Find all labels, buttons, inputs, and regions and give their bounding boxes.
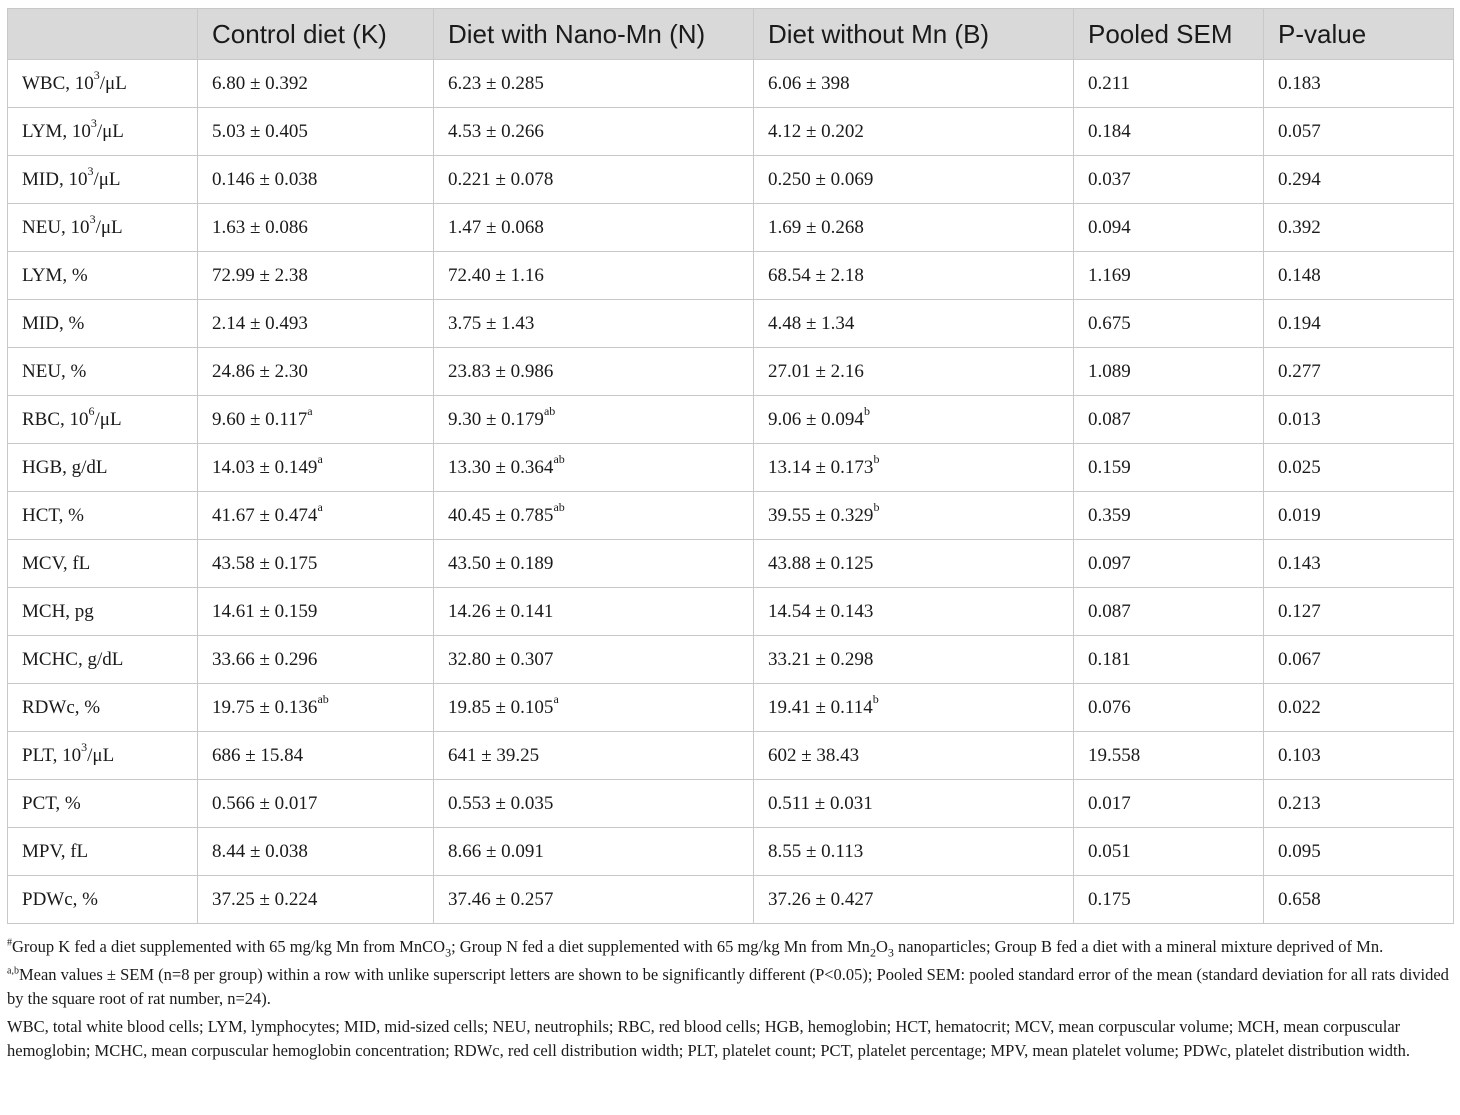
- data-table-container: [7, 8, 1453, 924]
- cell-control-diet: 41.67 ± 0.474$^a$: [198, 492, 434, 540]
- significance-superscript: a: [307, 404, 313, 419]
- row-parameter-label: MCV, fL: [8, 540, 198, 588]
- row-parameter-label: PLT, $10^3/\mu L$: [8, 732, 198, 780]
- cell-p-value: 0.277: [1264, 348, 1454, 396]
- row-parameter-label: LYM, $10^3/\mu L$: [8, 108, 198, 156]
- table-row: [8, 540, 1454, 588]
- cell-pooled-sem: 0.037: [1074, 156, 1264, 204]
- cell-nano-mn-diet: 1.47 ± 0.068: [434, 204, 754, 252]
- row-parameter-label: MCH, pg: [8, 588, 198, 636]
- cell-control-diet: 0.566 ± 0.017: [198, 780, 434, 828]
- significance-superscript: a: [553, 692, 559, 707]
- cell-control-diet: 43.58 ± 0.175: [198, 540, 434, 588]
- cell-control-diet: 19.75 ± 0.136$^{ab}$: [198, 684, 434, 732]
- significance-superscript: b: [872, 692, 879, 707]
- table-row: [8, 828, 1454, 876]
- table-row: [8, 876, 1454, 924]
- footnote-marker-ab: a,b: [7, 965, 19, 977]
- table-row: [8, 300, 1454, 348]
- cell-p-value: 0.103: [1264, 732, 1454, 780]
- cell-p-value: 0.025: [1264, 444, 1454, 492]
- cell-pooled-sem: 0.051: [1074, 828, 1264, 876]
- cell-nano-mn-diet: 32.80 ± 0.307: [434, 636, 754, 684]
- significance-superscript: b: [873, 452, 880, 467]
- cell-p-value: 0.067: [1264, 636, 1454, 684]
- row-parameter-label: WBC, $10^3/\mu L$: [8, 60, 198, 108]
- header-no-mn-diet: Diet without Mn (B): [754, 9, 1074, 60]
- cell-pooled-sem: 19.558: [1074, 732, 1264, 780]
- hematology-table: [7, 8, 1454, 924]
- row-parameter-label: PCT, %: [8, 780, 198, 828]
- significance-superscript: b: [873, 500, 880, 515]
- cell-control-diet: 14.61 ± 0.159: [198, 588, 434, 636]
- cell-p-value: 0.392: [1264, 204, 1454, 252]
- cell-nano-mn-diet: 23.83 ± 0.986: [434, 348, 754, 396]
- cell-nano-mn-diet: 9.30 ± 0.179$^{ab}$: [434, 396, 754, 444]
- cell-pooled-sem: 1.089: [1074, 348, 1264, 396]
- table-row: [8, 636, 1454, 684]
- cell-control-diet: 72.99 ± 2.38: [198, 252, 434, 300]
- cell-pooled-sem: 0.359: [1074, 492, 1264, 540]
- cell-nano-mn-diet: 6.23 ± 0.285: [434, 60, 754, 108]
- table-row: [8, 684, 1454, 732]
- cell-pooled-sem: 0.076: [1074, 684, 1264, 732]
- cell-p-value: 0.148: [1264, 252, 1454, 300]
- table-body: [8, 60, 1454, 924]
- row-parameter-label: HCT, %: [8, 492, 198, 540]
- table-row: [8, 780, 1454, 828]
- cell-pooled-sem: 0.211: [1074, 60, 1264, 108]
- footnote-groups: #Group K fed a diet supplemented with 65 mg/kg Mn from MnCO$_3$; Group N fed a diet supplemented with 65 mg/kg Mn from $Mn_2O_3$ nanoparticles; Group B fed a diet with a mineral mixture deprived of Mn.: [7, 937, 1384, 960]
- header-row: [8, 9, 1454, 60]
- row-parameter-label: LYM, %: [8, 252, 198, 300]
- cell-no-mn-diet: 4.48 ± 1.34: [754, 300, 1074, 348]
- table-row: [8, 732, 1454, 780]
- row-parameter-label: MCHC, g/dL: [8, 636, 198, 684]
- cell-pooled-sem: 0.675: [1074, 300, 1264, 348]
- cell-no-mn-diet: 8.55 ± 0.113: [754, 828, 1074, 876]
- cell-nano-mn-diet: 0.221 ± 0.078: [434, 156, 754, 204]
- cell-nano-mn-diet: 4.53 ± 0.266: [434, 108, 754, 156]
- cell-pooled-sem: 0.087: [1074, 396, 1264, 444]
- significance-superscript: ab: [543, 404, 556, 419]
- cell-control-diet: 14.03 ± 0.149$^a$: [198, 444, 434, 492]
- cell-control-diet: 1.63 ± 0.086: [198, 204, 434, 252]
- cell-nano-mn-diet: 8.66 ± 0.091: [434, 828, 754, 876]
- cell-p-value: 0.127: [1264, 588, 1454, 636]
- cell-pooled-sem: 0.097: [1074, 540, 1264, 588]
- cell-control-diet: 9.60 ± 0.117$^a$: [198, 396, 434, 444]
- cell-no-mn-diet: 0.511 ± 0.031: [754, 780, 1074, 828]
- cell-no-mn-diet: 0.250 ± 0.069: [754, 156, 1074, 204]
- cell-no-mn-diet: 6.06 ± 398: [754, 60, 1074, 108]
- row-parameter-label: PDWc, %: [8, 876, 198, 924]
- cell-nano-mn-diet: 43.50 ± 0.189: [434, 540, 754, 588]
- cell-no-mn-diet: 602 ± 38.43: [754, 732, 1074, 780]
- cell-nano-mn-diet: 40.45 ± 0.785$^{ab}$: [434, 492, 754, 540]
- footnote-marker-hash: #: [7, 937, 12, 949]
- cell-pooled-sem: 0.175: [1074, 876, 1264, 924]
- significance-superscript: ab: [553, 500, 565, 515]
- table-row: [8, 108, 1454, 156]
- header-control-diet: Control diet (K): [198, 9, 434, 60]
- cell-pooled-sem: 0.184: [1074, 108, 1264, 156]
- row-parameter-label: NEU, %: [8, 348, 198, 396]
- cell-pooled-sem: 0.017: [1074, 780, 1264, 828]
- cell-no-mn-diet: 37.26 ± 0.427: [754, 876, 1074, 924]
- cell-no-mn-diet: 1.69 ± 0.268: [754, 204, 1074, 252]
- cell-p-value: 0.143: [1264, 540, 1454, 588]
- cell-pooled-sem: 1.169: [1074, 252, 1264, 300]
- cell-no-mn-diet: 19.41 ± 0.114$^b$: [754, 684, 1074, 732]
- row-parameter-label: RDWc, %: [8, 684, 198, 732]
- cell-nano-mn-diet: 14.26 ± 0.141: [434, 588, 754, 636]
- table-row: [8, 252, 1454, 300]
- header-p-value: P-value: [1264, 9, 1454, 60]
- cell-pooled-sem: 0.087: [1074, 588, 1264, 636]
- header-parameter: [8, 9, 198, 60]
- cell-control-diet: 24.86 ± 2.30: [198, 348, 434, 396]
- cell-control-diet: 2.14 ± 0.493: [198, 300, 434, 348]
- significance-superscript: ab: [317, 692, 329, 707]
- cell-no-mn-diet: 33.21 ± 0.298: [754, 636, 1074, 684]
- table-row: [8, 444, 1454, 492]
- cell-control-diet: 5.03 ± 0.405: [198, 108, 434, 156]
- cell-p-value: 0.019: [1264, 492, 1454, 540]
- cell-pooled-sem: 0.094: [1074, 204, 1264, 252]
- cell-no-mn-diet: 27.01 ± 2.16: [754, 348, 1074, 396]
- cell-p-value: 0.022: [1264, 684, 1454, 732]
- cell-pooled-sem: 0.181: [1074, 636, 1264, 684]
- cell-no-mn-diet: 43.88 ± 0.125: [754, 540, 1074, 588]
- row-parameter-label: MPV, fL: [8, 828, 198, 876]
- cell-control-diet: 0.146 ± 0.038: [198, 156, 434, 204]
- row-parameter-label: MID, %: [8, 300, 198, 348]
- footnote-abbreviations: WBC, total white blood cells; LYM, lymphocytes; MID, mid-sized cells; NEU, neutrophils; RBC, red blood cells; HGB, hemoglobin; HCT, hematocrit; MCV, mean corpuscular volume; MCH, mean corpuscular hemoglobin; MCHC, mean corpuscular hemoglobin concentration; RDWc, red cell distribution width; PLT, platelet count; PCT, platelet percentage; MPV, mean platelet volume; PDWc, platelet distribution width.: [7, 1017, 1410, 1060]
- cell-nano-mn-diet: 0.553 ± 0.035: [434, 780, 754, 828]
- cell-p-value: 0.013: [1264, 396, 1454, 444]
- cell-no-mn-diet: 68.54 ± 2.18: [754, 252, 1074, 300]
- cell-nano-mn-diet: 37.46 ± 0.257: [434, 876, 754, 924]
- table-row: [8, 204, 1454, 252]
- footnote-statistics: $^{a,b}$Mean values ± SEM (n=8 per group) within a row with unlike superscript letters are shown to be significantly different (P<0.05); Pooled SEM: pooled standard error of the mean (standard deviation for all rats divided by the square root of rat number, n=24).: [7, 965, 1449, 1008]
- table-row: [8, 60, 1454, 108]
- significance-superscript: a: [317, 452, 323, 467]
- cell-nano-mn-diet: 13.30 ± 0.364$^{ab}$: [434, 444, 754, 492]
- cell-no-mn-diet: 13.14 ± 0.173$^b$: [754, 444, 1074, 492]
- row-parameter-label: NEU, $10^3/\mu L$: [8, 204, 198, 252]
- table-row: [8, 348, 1454, 396]
- cell-pooled-sem: 0.159: [1074, 444, 1264, 492]
- cell-p-value: 0.095: [1264, 828, 1454, 876]
- significance-superscript: ab: [553, 452, 565, 467]
- cell-control-diet: 37.25 ± 0.224: [198, 876, 434, 924]
- cell-p-value: 0.658: [1264, 876, 1454, 924]
- significance-superscript: a: [317, 500, 323, 515]
- table-row: [8, 396, 1454, 444]
- table-row: [8, 156, 1454, 204]
- cell-no-mn-diet: 4.12 ± 0.202: [754, 108, 1074, 156]
- cell-nano-mn-diet: 19.85 ± 0.105$^a$: [434, 684, 754, 732]
- cell-p-value: 0.183: [1264, 60, 1454, 108]
- cell-no-mn-diet: 9.06 ± 0.094$^b$: [754, 396, 1074, 444]
- table-row: [8, 492, 1454, 540]
- row-parameter-label: RBC, $10^6/\mu L$: [8, 396, 198, 444]
- cell-control-diet: 6.80 ± 0.392: [198, 60, 434, 108]
- cell-control-diet: 8.44 ± 0.038: [198, 828, 434, 876]
- cell-nano-mn-diet: 641 ± 39.25: [434, 732, 754, 780]
- row-parameter-label: HGB, g/dL: [8, 444, 198, 492]
- row-parameter-label: MID, $10^3/\mu L$: [8, 156, 198, 204]
- table-footnotes: [7, 935, 1453, 1067]
- cell-p-value: 0.057: [1264, 108, 1454, 156]
- header-pooled-sem: Pooled SEM: [1074, 9, 1264, 60]
- cell-control-diet: 686 ± 15.84: [198, 732, 434, 780]
- cell-nano-mn-diet: 3.75 ± 1.43: [434, 300, 754, 348]
- cell-p-value: 0.194: [1264, 300, 1454, 348]
- cell-control-diet: 33.66 ± 0.296: [198, 636, 434, 684]
- cell-p-value: 0.213: [1264, 780, 1454, 828]
- significance-superscript: b: [863, 404, 870, 419]
- header-nano-mn-diet: Diet with Nano-Mn (N): [434, 9, 754, 60]
- cell-no-mn-diet: 39.55 ± 0.329$^b$: [754, 492, 1074, 540]
- table-row: [8, 588, 1454, 636]
- cell-no-mn-diet: 14.54 ± 0.143: [754, 588, 1074, 636]
- cell-nano-mn-diet: 72.40 ± 1.16: [434, 252, 754, 300]
- cell-p-value: 0.294: [1264, 156, 1454, 204]
